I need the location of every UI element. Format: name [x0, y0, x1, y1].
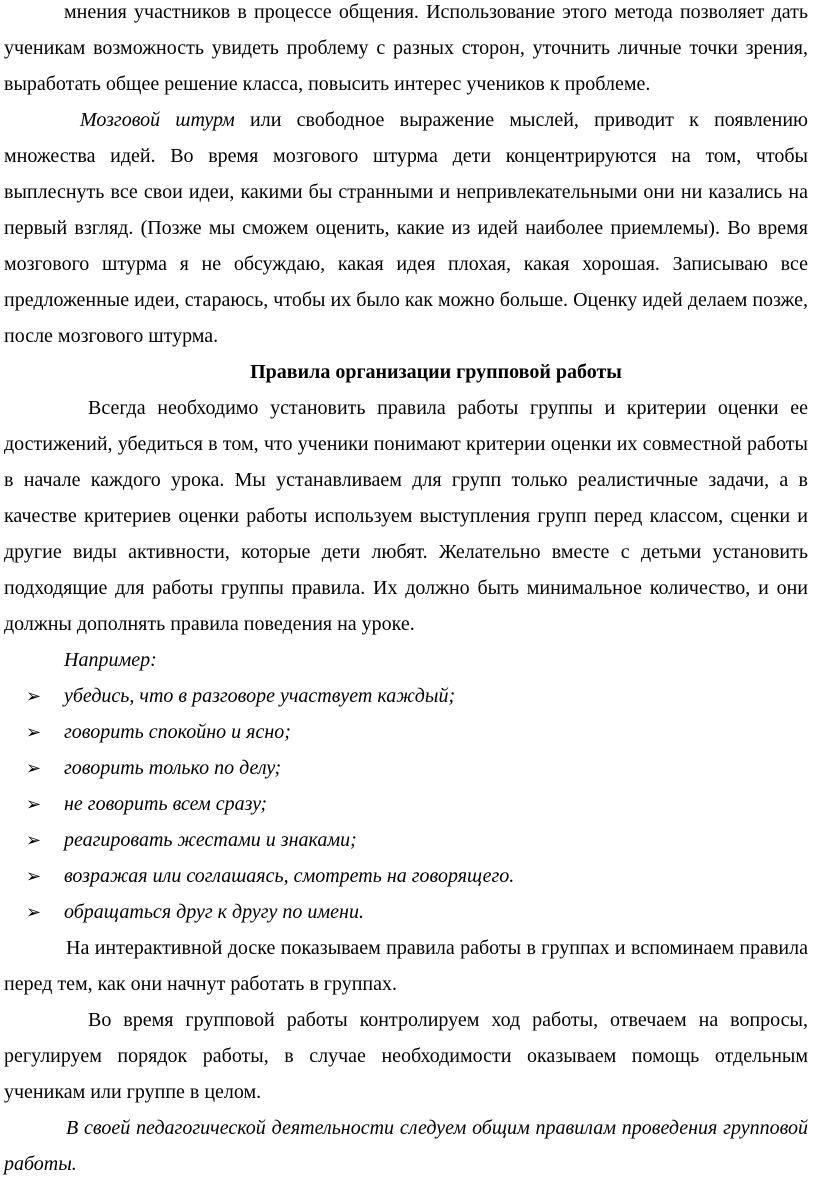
example-label: Например:	[64, 649, 157, 671]
paragraph-group-rules: Всегда необходимо установить правила работы группы и критерии оценки ее достижений, убедиться в том, что ученики понимают критерии оценки их совместной работы в начале каждого урока. Мы устанавливаем для групп только реалистичные задачи, а в качестве критериев оценки работы используем выступления групп перед классом, сценки и другие виды активности, которые дети любят. Желательно вместе с детьми установить подходящие для работы группы правила. Их должно быть минимальное количество, и они должны дополнять правила поведения на уроке.	[4, 397, 808, 635]
arrow-bullet-icon: ➢	[26, 866, 42, 886]
brainstorm-text: или свободное выражение мыслей, приводит к появлению множества идей. Во время мозгового штурма дети концентрируются на том, чтобы выплеснуть все свои идеи, какими бы странными и непривлекательными они ни казались на первый взгляд. (Позже мы сможем оценить, какие из идей наиболее приемлемы). Во время мозгового штурма я не обсуждаю, какая идея плохая, какая хорошая. Записываю все предложенные идеи, стараюсь, чтобы их было как можно больше. Оценку идей делаем позже, после мозгового штурма.	[4, 109, 808, 347]
arrow-bullet-icon: ➢	[26, 830, 42, 850]
list-item: ➢ реагировать жестами и знаками;	[4, 822, 808, 858]
list-item: ➢ возражая или соглашаясь, смотреть на говорящего.	[4, 858, 808, 894]
list-item: ➢ говорить спокойно и ясно;	[4, 714, 808, 750]
section-heading: Правила организации групповой работы	[250, 361, 622, 383]
arrow-bullet-icon: ➢	[26, 758, 42, 778]
paragraph-discussion-method: мнения участников в процессе общения. Использование этого метода позволяет дать ученикам возможность увидеть проблему с разных сторон, уточнить личные точки зрения, выработать общее решение класса, повысить интерес учеников к проблеме.	[4, 1, 808, 95]
paragraph-closing: В своей педагогической деятельности следуем общим правилам проведения групповой работы.	[4, 1117, 808, 1175]
arrow-bullet-icon: ➢	[26, 902, 42, 922]
paragraph-monitoring: Во время групповой работы контролируем ход работы, отвечаем на вопросы, регулируем порядок работы, в случае необходимости оказываем помощь отдельным ученикам или группе в целом.	[4, 1009, 808, 1103]
brainstorm-term: Мозговой штурм	[80, 109, 235, 131]
paragraph-interactive-board: На интерактивной доске показываем правила работы в группах и вспоминаем правила перед тем, как они начнут работать в группах.	[4, 937, 808, 995]
arrow-bullet-icon: ➢	[26, 722, 42, 742]
paragraph-brainstorm	[4, 102, 808, 354]
rules-list	[4, 678, 808, 930]
list-item: ➢ не говорить всем сразу;	[4, 786, 808, 822]
arrow-bullet-icon: ➢	[26, 794, 42, 814]
list-item: ➢ говорить только по делу;	[4, 750, 808, 786]
list-item: ➢ обращаться друг к другу по имени.	[4, 894, 808, 930]
arrow-bullet-icon: ➢	[26, 686, 42, 706]
list-item: ➢ убедись, что в разговоре участвует каждый;	[4, 678, 808, 714]
